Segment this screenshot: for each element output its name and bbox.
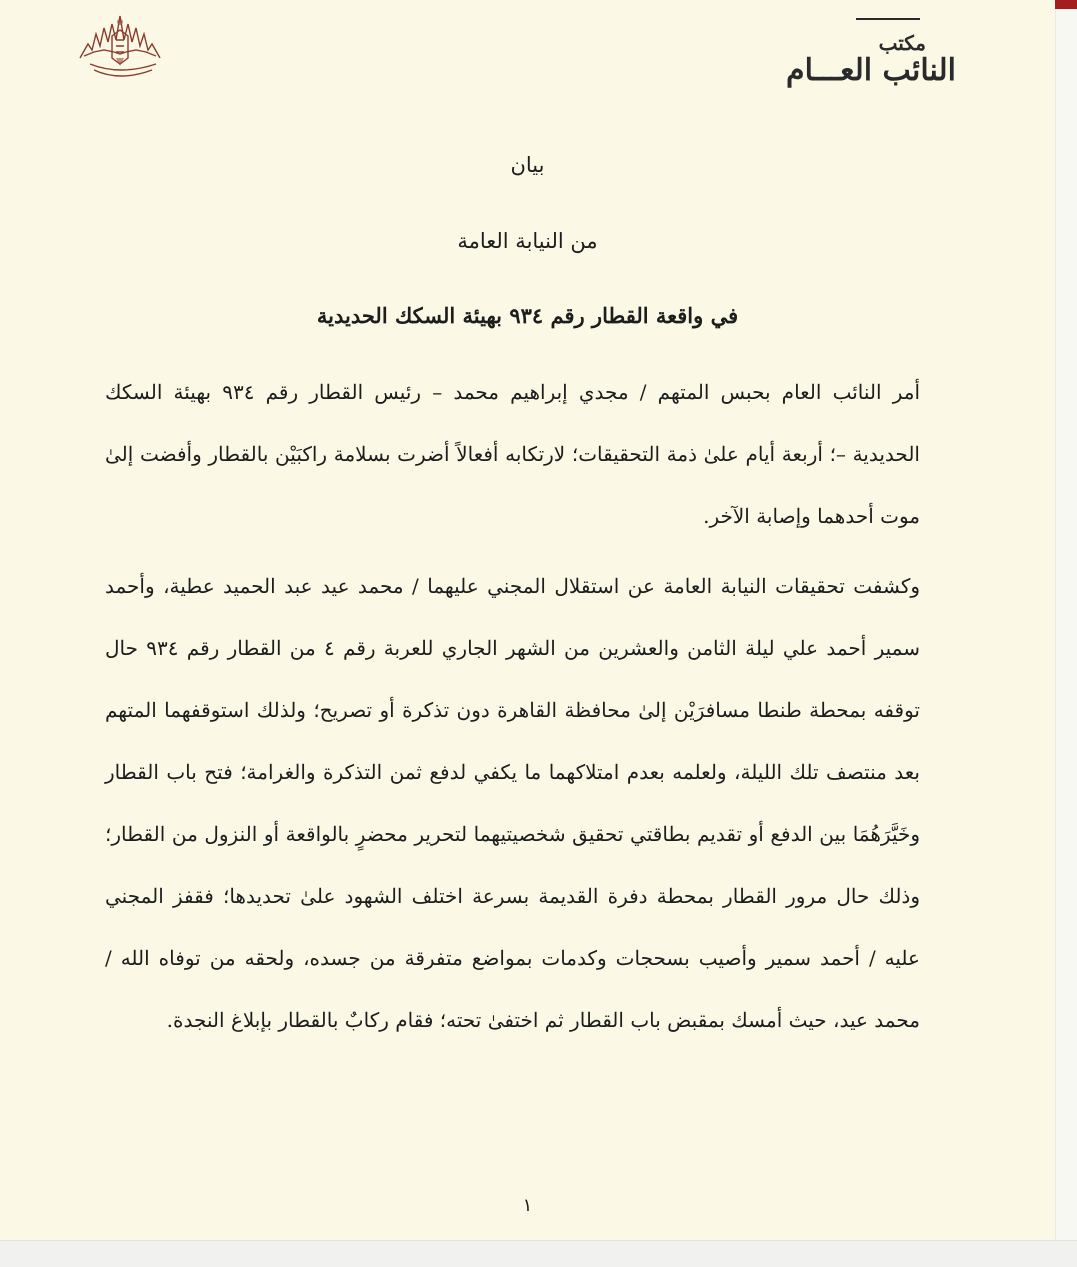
statement-topic: في واقعة القطار رقم ٩٣٤ بهيئة السكك الحديدية: [316, 303, 739, 328]
viewer-right-margin: [1055, 9, 1077, 1240]
office-title: النائب العـــام: [786, 53, 956, 88]
header-divider: [856, 18, 920, 20]
statement-title: بيان: [510, 153, 545, 177]
body-paragraph-2: وكشفت تحقيقات النيابة العامة عن استقلال المجني عليهما / محمد عيد عبد الحميد عطية، وأحمد سمير أحمد علي ليلة الثامن والعشرين من الشهر الجاري للعربة رقم ٤ من القطار رقم ٩٣٤ حال توقفه بمحطة طنطا مسافرَيْن إلىٰ محافظة القاهرة دون تذكرة أو تصريح؛ ولذلك استوقفهما المتهم بعد منتصف تلك الليلة، ولعلمه بعدم امتلاكهما ما يكفي لدفع ثمن التذكرة والغرامة؛ فتح باب القطار وخَيَّرَهُمَا بين الدفع أو تقديم بطاقتي تحقيق شخصيتيهما لتحرير محضرٍ بالواقعة أو النزول من القطار؛ وذلك حال مرور القطار بمحطة دفرة القديمة بسرعة اختلف الشهود علىٰ تحديدها؛ فقفز المجني عليه / أحمد سمير وأصيب بسحجات وكدمات بمواضع متفرقة من جسده، ولحقه من توفاه الله / محمد عيد، حيث أمسك بمقبض باب القطار ثم اختفىٰ تحته؛ فقام ركابٌ بالقطار بإبلاغ النجدة.: [105, 574, 920, 1032]
body-paragraph-1: أمر النائب العام بحبس المتهم / مجدي إبراهيم محمد – رئيس القطار رقم ٩٣٤ بهيئة السكك الحديدية –؛ أربعة أيام علىٰ ذمة التحقيقات؛ لارتكابه أفعالاً أضرت بسلامة راكبَيْن بالقطار وأفضت إلىٰ موت أحدهما وإصابة الآخر.: [105, 380, 921, 528]
office-label: مكتب: [878, 31, 926, 55]
office-header: [760, 9, 970, 99]
egypt-eagle-emblem-icon: [70, 6, 178, 86]
viewer-bottom-strip: [0, 1240, 1077, 1267]
page-number: ١: [522, 1195, 533, 1216]
statement-issuer: من النيابة العامة: [457, 229, 598, 253]
